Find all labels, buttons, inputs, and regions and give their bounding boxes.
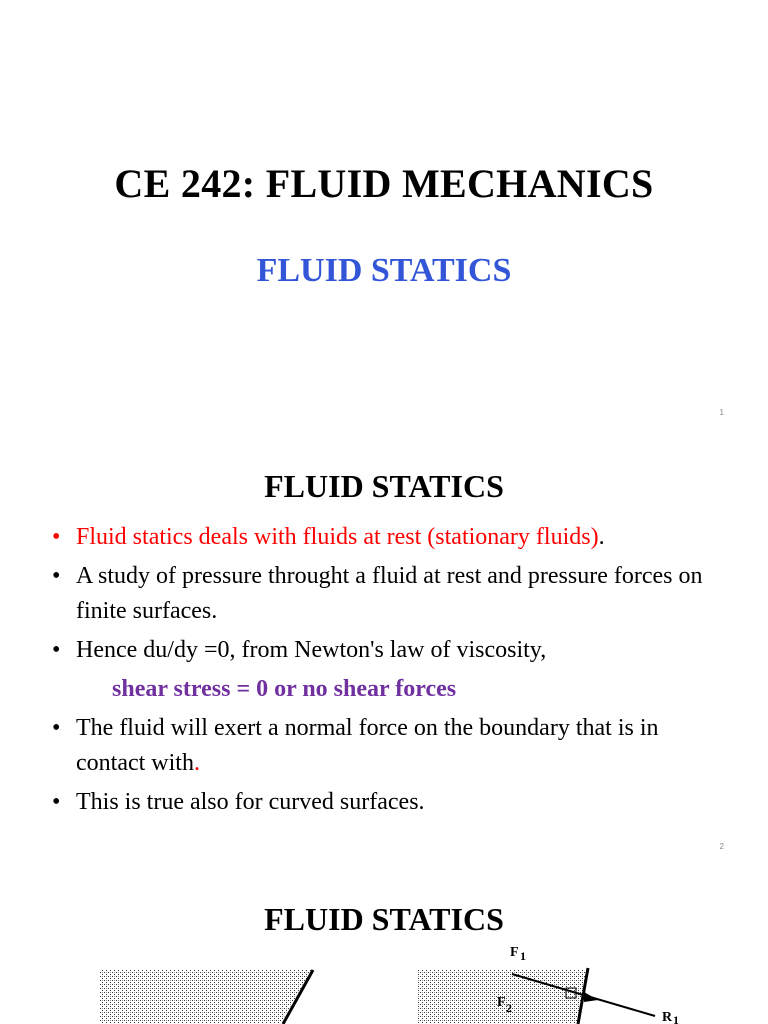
list-item <box>52 633 732 668</box>
fluid-region-left <box>100 970 312 1024</box>
label-r1: R <box>662 1010 673 1024</box>
bullet-text: Hence du/dy =0, from Newton's law of viscosity, <box>76 637 547 663</box>
page-number: 2 <box>719 842 724 851</box>
label-r1-sub: 1 <box>673 1013 679 1024</box>
slide-title: FLUID STATICS <box>264 901 504 937</box>
slide-title: FLUID STATICS <box>264 468 504 504</box>
bullet-list <box>52 520 732 824</box>
label-f1: F <box>510 945 519 960</box>
bullet-icon: • <box>52 524 61 550</box>
bullet-icon: • <box>52 715 61 741</box>
bullet-text: A study of pressure throught a fluid at rest and pressure forces on finite surfaces. <box>76 563 703 624</box>
course-title: CE 242: FLUID MECHANICS <box>114 161 654 206</box>
bullet-text-end: . <box>193 750 200 776</box>
page-number: 1 <box>719 408 724 417</box>
arrowhead-icon <box>584 992 598 1002</box>
bullet-text: This is true also for curved surfaces. <box>76 789 425 815</box>
list-item <box>52 559 732 629</box>
list-item <box>52 785 732 820</box>
slide-1 <box>0 0 768 432</box>
label-f2: F <box>497 995 506 1010</box>
slide-subtitle: FLUID STATICS <box>256 252 512 289</box>
slide-3 <box>0 864 768 1024</box>
bullet-text-end: . <box>598 524 605 550</box>
shear-stress-note: shear stress = 0 or no shear forces <box>112 676 457 702</box>
bullet-text: The fluid will exert a normal force on the boundary that is in contact with <box>76 715 659 776</box>
bullet-icon: • <box>52 789 61 815</box>
bullet-icon: • <box>52 563 61 589</box>
list-item <box>52 520 732 555</box>
slide-2 <box>0 432 768 864</box>
pressure-diagram <box>0 864 768 1024</box>
label-f1-sub: 1 <box>520 949 526 963</box>
label-f2-sub: 2 <box>506 1001 512 1015</box>
list-item <box>52 711 732 781</box>
bullet-text: Fluid statics deals with fluids at rest (stationary fluids) <box>76 524 599 550</box>
bullet-icon: • <box>52 637 61 663</box>
